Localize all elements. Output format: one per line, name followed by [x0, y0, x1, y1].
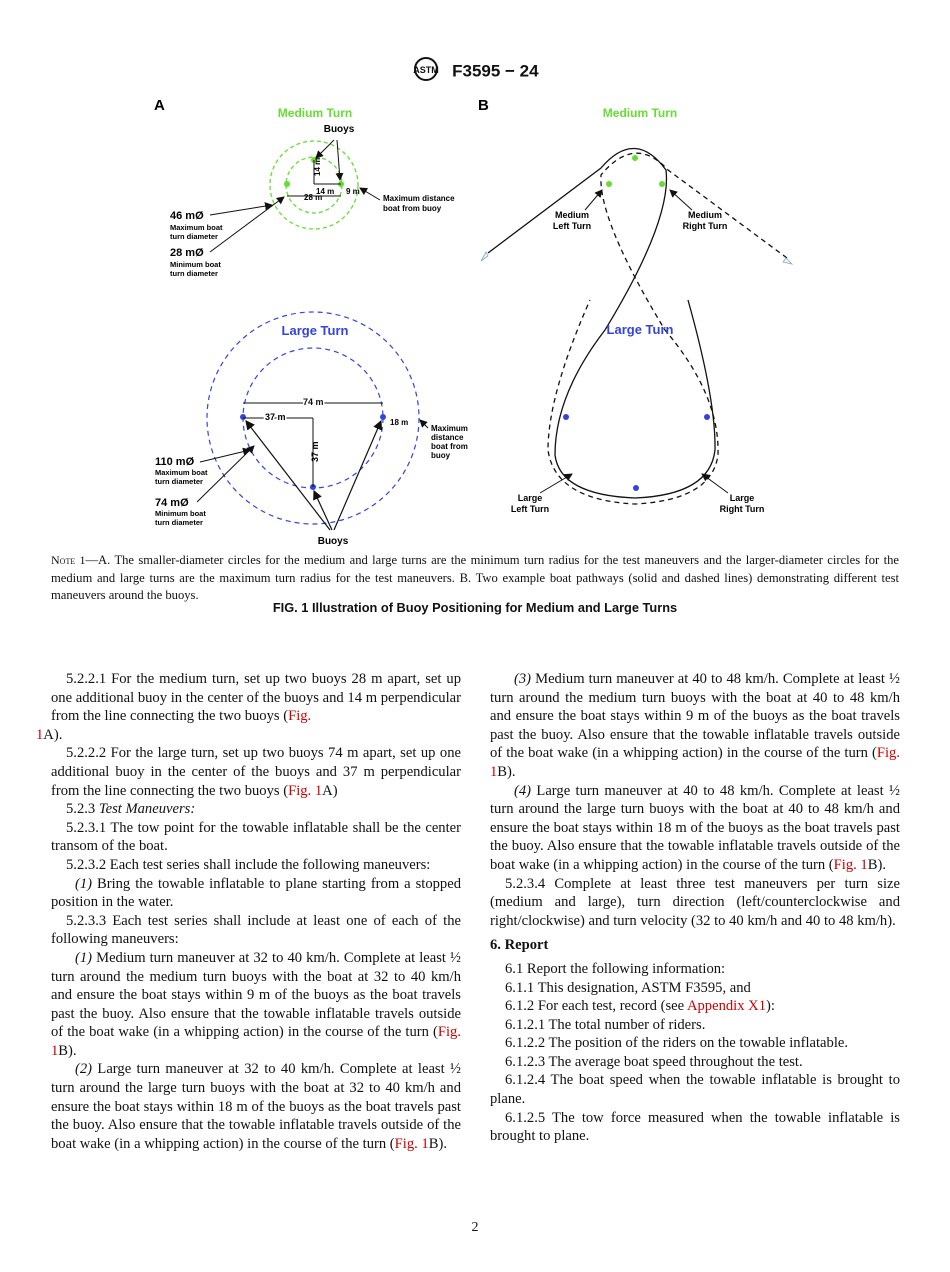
svg-text:buoy: buoy [431, 451, 451, 460]
svg-text:turn diameter: turn diameter [155, 477, 203, 486]
a-dim-18m: 18 m [390, 418, 409, 427]
para-item-1: (1) Bring the towable inflatable to plane starting from a stopped position in the water. [51, 875, 461, 911]
svg-text:Maximum: Maximum [431, 424, 468, 433]
para-5-2-3-1: 5.2.3.1 The tow point for the towable inflatable shall be the center transom of the boat. [51, 819, 461, 855]
fig-link[interactable]: Fig. 1 [833, 856, 868, 873]
para-maneuver-1: (1) Medium turn maneuver at 32 to 40 km/h. Complete at least ½ turn around the medium turn buoys with the boat at 32 to 40 km/h and ensure the boat stays within 9 m of the buoys as the boat travels past the buoy. Also ensure that the towable inflatable travels outside of the boat wake (in a whipping action) in the course of the turn (Fig. 1B). [51, 949, 461, 1059]
para-6-1: 6.1 Report the following information: [505, 960, 726, 977]
svg-text:Minimum boat: Minimum boat [155, 509, 206, 518]
para-5-2-3: 5.2.3 Test Maneuvers: [66, 801, 196, 818]
a-medium-buoy-left [284, 181, 290, 187]
left-column [36, 670, 461, 1153]
svg-text:boat from: boat from [431, 442, 468, 451]
svg-text:Large: Large [517, 493, 543, 503]
figure-note: Note 1—A. The smaller-diameter circles for the medium and large turns are the minimum turn radius for the test maneuvers and the larger-diameter circles for the medium and large turns are the maximum turn radius for the test maneuvers. B. Two example boat pathways (solid and dashed lines) demonstrating different test maneuvers around the buoys. [51, 553, 899, 602]
para-6-1-2-5: 6.1.2.5 The tow force measured when the towable inflatable is brought to plane. [490, 1109, 900, 1145]
para-5-2-3-3: 5.2.3.3 Each test series shall include at least one of each of the following maneuvers: [51, 912, 461, 948]
svg-text:Left Turn: Left Turn [510, 504, 550, 514]
a-large-title: Large Turn [281, 323, 349, 338]
designation: F3595 − 24 [452, 61, 539, 81]
a-dim-14m-h: 14 m [316, 187, 335, 196]
fig-link[interactable]: Fig. 1 [51, 1024, 461, 1059]
a-dim-14m-v: 14 m [313, 157, 322, 176]
figure-caption: FIG. 1 Illustration of Buoy Positioning for Medium and Large Turns [272, 600, 678, 615]
svg-text:Medium: Medium [687, 210, 723, 220]
svg-text:Right Turn: Right Turn [719, 504, 765, 514]
para-6-1-2-2: 6.1.2.2 The position of the riders on the towable inflatable. [505, 1035, 849, 1052]
b-large-title: Large Turn [606, 322, 674, 337]
a-large-buoy-right [380, 414, 386, 420]
figure-1 [0, 88, 950, 548]
a-dim-9m: 9 m [346, 187, 360, 196]
para-maneuver-4: (4) Large turn maneuver at 40 to 48 km/h. Complete at least ½ turn around the large turn buoys with the boat at 40 to 48 km/h and ensure the boat stays within 18 m of the buoys as the boat travels past the buoy. Also ensure that the towable inflatable travels outside of the boat wake (in a whipping action) in the course of the turn (Fig. 1B). [490, 782, 900, 873]
svg-text:distance: distance [431, 433, 464, 442]
svg-text:Left Turn: Left Turn [552, 221, 592, 231]
page-number: 2 [471, 1220, 479, 1235]
para-maneuver-3: (3) Medium turn maneuver at 40 to 48 km/h. Complete at least ½ turn around the medium turn buoys with the boat at 40 to 48 km/h and ensure the boat stays within 9 m of the buoys as the boat travels past the buoy. Also ensure that the towable inflatable travels outside of the boat wake (in a whipping action) in the course of the turn (Fig. 1B). [490, 671, 900, 780]
a-28: 28 mØ [170, 247, 204, 259]
a-max-dist-1: Maximum distance [383, 194, 455, 203]
svg-text:Medium: Medium [554, 210, 590, 220]
para-5-2-3-4: 5.2.3.4 Complete at least three test maneuvers per turn size (medium and large), turn direction (left/counterclockwise and right/clockwise) and turn velocity (32 to 40 km/h and 40 to 48 km/h). [490, 875, 900, 929]
svg-text:Large: Large [729, 493, 755, 503]
para-5-2-3-2: 5.2.3.2 Each test series shall include the following maneuvers: [66, 856, 431, 873]
a-46: 46 mØ [170, 210, 204, 222]
fig-link[interactable]: Fig. 1 [394, 1135, 429, 1152]
svg-text:turn diameter: turn diameter [155, 518, 203, 527]
svg-text:turn diameter: turn diameter [170, 232, 218, 241]
a-large-buoy-left [240, 414, 246, 420]
para-6-1-2-4: 6.1.2.4 The boat speed when the towable inflatable is brought to plane. [490, 1072, 900, 1108]
right-column [490, 670, 900, 1146]
b-medium-title: Medium Turn [602, 106, 678, 120]
svg-text:Right Turn: Right Turn [682, 221, 728, 231]
para-5-2-2-2: 5.2.2.2 For the large turn, set up two buoys 74 m apart, set up one additional buoy in the center of the buoys and 37 m perpendicular from the line connecting the two buoys (Fig. 1A) [51, 745, 461, 799]
a-max-dist-2: boat from buoy [383, 204, 442, 213]
a-medium-outer-circle [270, 141, 358, 229]
astm-logo-icon [411, 56, 441, 87]
a-dim-28m: 28 m [304, 193, 323, 202]
para-maneuver-2: (2) Large turn maneuver at 32 to 40 km/h. Complete at least ½ turn around the large turn buoys with the boat at 32 to 40 km/h and ensure the boat stays within 18 m of the buoys as the boat travels past the buoy. Also ensure that the towable inflatable travels outside of the boat wake (in a whipping action) in the course of the turn (Fig. 1B). [51, 1061, 461, 1152]
a-dim-37m-v: 37 m [310, 441, 320, 462]
a-74: 74 mØ [155, 497, 189, 509]
a-buoys-top: Buoys [323, 124, 355, 135]
panel-b-label: B [478, 97, 489, 114]
page-header [0, 56, 950, 87]
para-6-1-2: 6.1.2 For each test, record (see Appendix X1): [505, 998, 775, 1015]
para-6-1-2-3: 6.1.2.3 The average boat speed throughout the test. [505, 1053, 803, 1070]
fig-link[interactable]: Fig. 1 [288, 782, 323, 799]
svg-text:Minimum boat: Minimum boat [170, 260, 221, 269]
a-dim-37m-h: 37 m [265, 412, 286, 422]
svg-text:ASTM: ASTM [413, 65, 440, 75]
b-solid-path [488, 148, 715, 498]
svg-text:turn diameter: turn diameter [170, 269, 218, 278]
svg-text:Maximum boat: Maximum boat [170, 223, 223, 232]
section-heading-report: 6. Report [490, 937, 549, 954]
para-5-2-2-1: 5.2.2.1 For the medium turn, set up two buoys 28 m apart, set up one additional buoy in the center of the buoys and 14 m perpendicular from the line connecting the two buoys (Fig. 1A). [36, 671, 461, 743]
para-6-1-1: 6.1.1 This designation, ASTM F3595, and [505, 979, 751, 996]
a-110: 110 mØ [155, 456, 195, 468]
appendix-link[interactable]: Appendix X1 [686, 998, 766, 1015]
a-dim-74m: 74 m [303, 397, 324, 407]
para-6-1-2-1: 6.1.2.1 The total number of riders. [505, 1016, 706, 1033]
a-buoys-bottom: Buoys [317, 536, 349, 547]
fig-link[interactable]: Fig. [288, 708, 312, 725]
a-buoy-arrow-2 [337, 140, 340, 180]
svg-text:Maximum boat: Maximum boat [155, 468, 208, 477]
a-medium-title: Medium Turn [277, 106, 353, 120]
panel-a-label: A [154, 97, 165, 114]
fig-link[interactable]: Fig. 1 [490, 745, 900, 780]
